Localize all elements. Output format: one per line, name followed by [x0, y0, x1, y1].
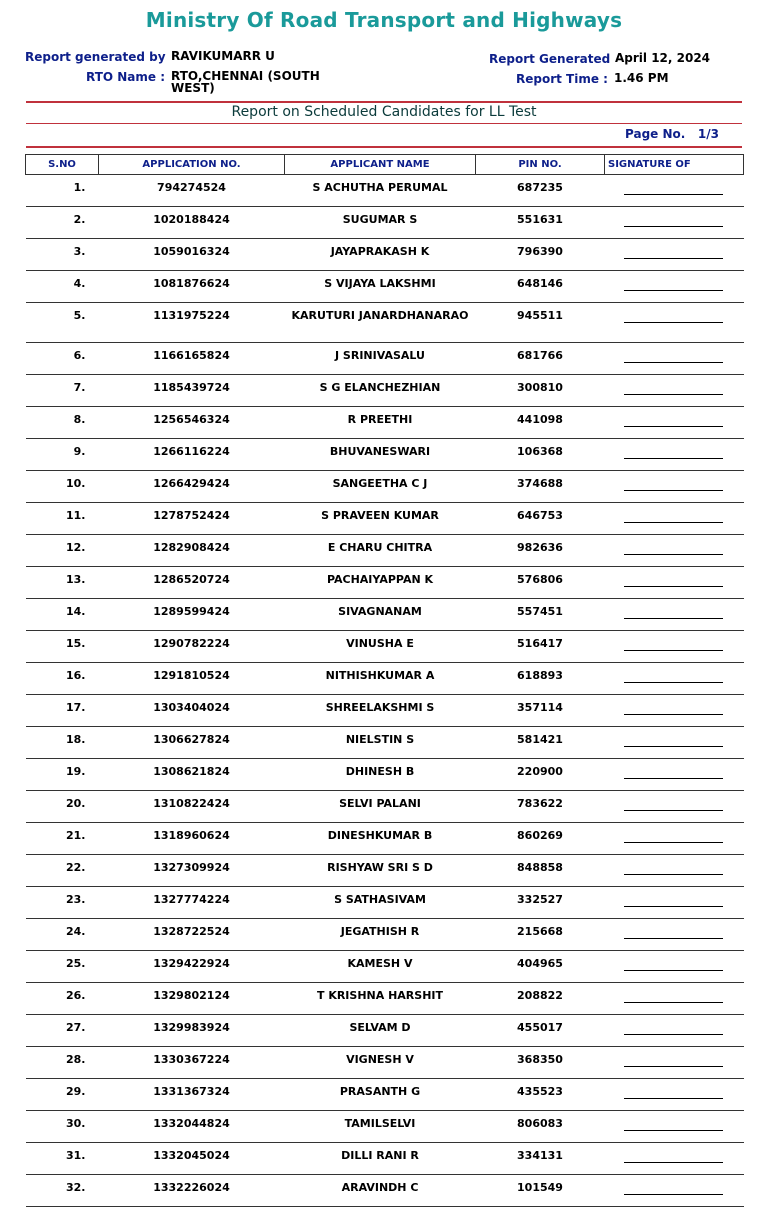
- row-sno: 16.: [26, 663, 99, 695]
- signature-line: [624, 1098, 723, 1099]
- table-row: [26, 471, 744, 503]
- report-subtitle: Report on Scheduled Candidates for LL Test: [231, 104, 537, 120]
- table-row: [26, 503, 744, 535]
- row-application-no: 1330367224: [99, 1047, 285, 1079]
- row-application-no: 1329802124: [99, 983, 285, 1015]
- row-applicant-name: SHREELAKSHMI S: [285, 695, 476, 727]
- row-signature-cell: [605, 951, 744, 983]
- signature-line: [624, 522, 723, 523]
- row-signature-cell: [605, 471, 744, 503]
- header-divider-bottom: [26, 146, 742, 148]
- table-row: [26, 951, 744, 983]
- row-signature-cell: [605, 375, 744, 407]
- rto-name-line1: RTO,CHENNAI (SOUTH: [171, 69, 320, 83]
- row-application-no: 1266116224: [99, 439, 285, 471]
- signature-line: [624, 906, 723, 907]
- row-pin-no: 516417: [476, 631, 605, 663]
- table-row: [26, 727, 744, 759]
- signature-line: [624, 1034, 723, 1035]
- row-pin-no: 618893: [476, 663, 605, 695]
- row-sno: 14.: [26, 599, 99, 631]
- signature-line: [624, 1002, 723, 1003]
- row-applicant-name: VIGNESH V: [285, 1047, 476, 1079]
- row-application-no: 1256546324: [99, 407, 285, 439]
- signature-line: [624, 426, 723, 427]
- row-pin-no: 796390: [476, 239, 605, 271]
- row-signature-cell: [605, 599, 744, 631]
- row-application-no: 1185439724: [99, 375, 285, 407]
- table-row: [26, 1175, 744, 1207]
- row-pin-no: 101549: [476, 1175, 605, 1207]
- row-pin-no: 783622: [476, 791, 605, 823]
- row-applicant-name: JAYAPRAKASH K: [285, 239, 476, 271]
- row-sno: 21.: [26, 823, 99, 855]
- page-no-value: 1/3: [697, 127, 719, 141]
- row-sno: 11.: [26, 503, 99, 535]
- col-header-applicant-name: APPLICANT NAME: [285, 155, 476, 175]
- report-generated-by-label: Report generated by: [25, 50, 166, 64]
- row-sno: 13.: [26, 567, 99, 599]
- row-application-no: 1289599424: [99, 599, 285, 631]
- row-applicant-name: DINESHKUMAR B: [285, 823, 476, 855]
- row-pin-no: 806083: [476, 1111, 605, 1143]
- page-no-label: Page No.: [625, 127, 686, 141]
- row-applicant-name: SIVAGNANAM: [285, 599, 476, 631]
- row-sno: 26.: [26, 983, 99, 1015]
- row-signature-cell: [605, 407, 744, 439]
- signature-line: [624, 554, 723, 555]
- row-applicant-name: VINUSHA E: [285, 631, 476, 663]
- row-application-no: 1059016324: [99, 239, 285, 271]
- row-applicant-name: JEGATHISH R: [285, 919, 476, 951]
- signature-line: [624, 322, 723, 323]
- header-divider-middle: [26, 123, 742, 124]
- row-sno: 12.: [26, 535, 99, 567]
- signature-line: [624, 586, 723, 587]
- signature-line: [624, 650, 723, 651]
- signature-line: [624, 490, 723, 491]
- row-pin-no: 557451: [476, 599, 605, 631]
- row-pin-no: 404965: [476, 951, 605, 983]
- row-application-no: 1020188424: [99, 207, 285, 239]
- signature-line: [624, 874, 723, 875]
- row-sno: 31.: [26, 1143, 99, 1175]
- page-title: Ministry Of Road Transport and Highways: [145, 8, 623, 32]
- row-sno: 10.: [26, 471, 99, 503]
- row-signature-cell: [605, 727, 744, 759]
- row-sno: 8.: [26, 407, 99, 439]
- signature-line: [624, 362, 723, 363]
- row-signature-cell: [605, 855, 744, 887]
- table-row: [26, 207, 744, 239]
- row-applicant-name: NIELSTIN S: [285, 727, 476, 759]
- table-row: [26, 599, 744, 631]
- row-pin-no: 332527: [476, 887, 605, 919]
- row-sno: 22.: [26, 855, 99, 887]
- signature-line: [624, 810, 723, 811]
- row-signature-cell: [605, 1015, 744, 1047]
- table-body: [26, 175, 744, 1207]
- report-time-label: Report Time :: [516, 72, 608, 86]
- col-header-signature: SIGNATURE OF: [605, 155, 744, 175]
- row-applicant-name: KARUTURI JANARDHANARAO: [285, 303, 476, 343]
- row-pin-no: 357114: [476, 695, 605, 727]
- row-applicant-name: E CHARU CHITRA: [285, 535, 476, 567]
- row-sno: 19.: [26, 759, 99, 791]
- table-row: [26, 855, 744, 887]
- row-signature-cell: [605, 759, 744, 791]
- candidates-table: [25, 154, 744, 1207]
- row-application-no: 1286520724: [99, 567, 285, 599]
- row-applicant-name: S ACHUTHA PERUMAL: [285, 175, 476, 207]
- row-pin-no: 106368: [476, 439, 605, 471]
- signature-line: [624, 258, 723, 259]
- signature-line: [624, 618, 723, 619]
- row-application-no: 1278752424: [99, 503, 285, 535]
- row-pin-no: 982636: [476, 535, 605, 567]
- row-applicant-name: R PREETHI: [285, 407, 476, 439]
- row-application-no: 794274524: [99, 175, 285, 207]
- row-sno: 27.: [26, 1015, 99, 1047]
- table-row: [26, 1111, 744, 1143]
- table-row: [26, 303, 744, 343]
- table-row: [26, 375, 744, 407]
- table-row: [26, 1079, 744, 1111]
- row-signature-cell: [605, 439, 744, 471]
- row-applicant-name: SELVI PALANI: [285, 791, 476, 823]
- row-sno: 15.: [26, 631, 99, 663]
- table-row: [26, 1143, 744, 1175]
- row-sno: 28.: [26, 1047, 99, 1079]
- row-pin-no: 441098: [476, 407, 605, 439]
- table-row: [26, 175, 744, 207]
- row-application-no: 1166165824: [99, 343, 285, 375]
- row-application-no: 1332045024: [99, 1143, 285, 1175]
- row-pin-no: 860269: [476, 823, 605, 855]
- row-signature-cell: [605, 239, 744, 271]
- row-applicant-name: J SRINIVASALU: [285, 343, 476, 375]
- signature-line: [624, 714, 723, 715]
- row-application-no: 1306627824: [99, 727, 285, 759]
- row-signature-cell: [605, 567, 744, 599]
- row-signature-cell: [605, 207, 744, 239]
- row-pin-no: 681766: [476, 343, 605, 375]
- signature-line: [624, 682, 723, 683]
- row-application-no: 1282908424: [99, 535, 285, 567]
- row-applicant-name: T KRISHNA HARSHIT: [285, 983, 476, 1015]
- row-application-no: 1290782224: [99, 631, 285, 663]
- row-pin-no: 687235: [476, 175, 605, 207]
- row-applicant-name: S G ELANCHEZHIAN: [285, 375, 476, 407]
- row-pin-no: 581421: [476, 727, 605, 759]
- row-sno: 4.: [26, 271, 99, 303]
- row-applicant-name: BHUVANESWARI: [285, 439, 476, 471]
- row-pin-no: 945511: [476, 303, 605, 343]
- row-applicant-name: DHINESH B: [285, 759, 476, 791]
- row-signature-cell: [605, 791, 744, 823]
- row-signature-cell: [605, 983, 744, 1015]
- row-applicant-name: SUGUMAR S: [285, 207, 476, 239]
- row-sno: 9.: [26, 439, 99, 471]
- signature-line: [624, 290, 723, 291]
- signature-line: [624, 1066, 723, 1067]
- report-generated-label: Report Generated: [489, 52, 611, 66]
- col-header-application-no: APPLICATION NO.: [99, 155, 285, 175]
- row-pin-no: 374688: [476, 471, 605, 503]
- row-application-no: 1328722524: [99, 919, 285, 951]
- signature-line: [624, 746, 723, 747]
- row-signature-cell: [605, 343, 744, 375]
- table-header-row: [26, 155, 744, 175]
- page-number: [625, 127, 719, 141]
- signature-line: [624, 1194, 723, 1195]
- row-applicant-name: ARAVINDH C: [285, 1175, 476, 1207]
- row-application-no: 1266429424: [99, 471, 285, 503]
- row-signature-cell: [605, 887, 744, 919]
- row-signature-cell: [605, 919, 744, 951]
- report-time-value: 1.46 PM: [614, 71, 669, 85]
- signature-line: [624, 194, 723, 195]
- row-applicant-name: S PRAVEEN KUMAR: [285, 503, 476, 535]
- signature-line: [624, 778, 723, 779]
- signature-line: [624, 938, 723, 939]
- row-applicant-name: DILLI RANI R: [285, 1143, 476, 1175]
- rto-name-line2: WEST): [171, 81, 215, 95]
- row-application-no: 1308621824: [99, 759, 285, 791]
- row-sno: 1.: [26, 175, 99, 207]
- row-signature-cell: [605, 303, 744, 343]
- table-row: [26, 983, 744, 1015]
- row-applicant-name: SELVAM D: [285, 1015, 476, 1047]
- row-signature-cell: [605, 695, 744, 727]
- col-header-sno: S.NO: [26, 155, 99, 175]
- table-row: [26, 535, 744, 567]
- table-row: [26, 791, 744, 823]
- row-pin-no: 300810: [476, 375, 605, 407]
- row-applicant-name: NITHISHKUMAR A: [285, 663, 476, 695]
- row-applicant-name: SANGEETHA C J: [285, 471, 476, 503]
- row-signature-cell: [605, 271, 744, 303]
- row-application-no: 1331367324: [99, 1079, 285, 1111]
- row-application-no: 1318960624: [99, 823, 285, 855]
- row-sno: 6.: [26, 343, 99, 375]
- row-sno: 30.: [26, 1111, 99, 1143]
- row-applicant-name: S VIJAYA LAKSHMI: [285, 271, 476, 303]
- row-applicant-name: RISHYAW SRI S D: [285, 855, 476, 887]
- signature-line: [624, 1130, 723, 1131]
- row-sno: 32.: [26, 1175, 99, 1207]
- row-application-no: 1332226024: [99, 1175, 285, 1207]
- table-row: [26, 343, 744, 375]
- table-row: [26, 823, 744, 855]
- row-pin-no: 435523: [476, 1079, 605, 1111]
- row-pin-no: 334131: [476, 1143, 605, 1175]
- signature-line: [624, 842, 723, 843]
- row-application-no: 1131975224: [99, 303, 285, 343]
- row-pin-no: 220900: [476, 759, 605, 791]
- row-application-no: 1081876624: [99, 271, 285, 303]
- row-application-no: 1310822424: [99, 791, 285, 823]
- table-row: [26, 1047, 744, 1079]
- row-signature-cell: [605, 535, 744, 567]
- row-applicant-name: KAMESH V: [285, 951, 476, 983]
- row-applicant-name: S SATHASIVAM: [285, 887, 476, 919]
- report-generated-date: April 12, 2024: [615, 51, 711, 65]
- signature-line: [624, 1162, 723, 1163]
- row-sno: 24.: [26, 919, 99, 951]
- row-pin-no: 848858: [476, 855, 605, 887]
- row-signature-cell: [605, 823, 744, 855]
- row-applicant-name: PACHAIYAPPAN K: [285, 567, 476, 599]
- row-application-no: 1291810524: [99, 663, 285, 695]
- table-row: [26, 887, 744, 919]
- row-signature-cell: [605, 1175, 744, 1207]
- row-pin-no: 646753: [476, 503, 605, 535]
- row-application-no: 1329422924: [99, 951, 285, 983]
- table-row: [26, 663, 744, 695]
- row-signature-cell: [605, 503, 744, 535]
- row-sno: 7.: [26, 375, 99, 407]
- rto-name-label: RTO Name :: [86, 70, 166, 84]
- table-row: [26, 631, 744, 663]
- row-application-no: 1327309924: [99, 855, 285, 887]
- row-pin-no: 208822: [476, 983, 605, 1015]
- signature-line: [624, 226, 723, 227]
- row-pin-no: 215668: [476, 919, 605, 951]
- row-pin-no: 576806: [476, 567, 605, 599]
- row-sno: 25.: [26, 951, 99, 983]
- row-pin-no: 551631: [476, 207, 605, 239]
- signature-line: [624, 458, 723, 459]
- table-row: [26, 439, 744, 471]
- col-header-pin-no: PIN NO.: [476, 155, 605, 175]
- row-sno: 17.: [26, 695, 99, 727]
- signature-line: [624, 394, 723, 395]
- row-sno: 2.: [26, 207, 99, 239]
- header-divider-top: [26, 101, 742, 103]
- row-signature-cell: [605, 1079, 744, 1111]
- row-pin-no: 648146: [476, 271, 605, 303]
- table-row: [26, 567, 744, 599]
- row-sno: 20.: [26, 791, 99, 823]
- row-applicant-name: PRASANTH G: [285, 1079, 476, 1111]
- row-application-no: 1329983924: [99, 1015, 285, 1047]
- row-signature-cell: [605, 663, 744, 695]
- table-row: [26, 695, 744, 727]
- row-applicant-name: TAMILSELVI: [285, 1111, 476, 1143]
- table-row: [26, 239, 744, 271]
- row-signature-cell: [605, 1111, 744, 1143]
- row-sno: 29.: [26, 1079, 99, 1111]
- row-application-no: 1303404024: [99, 695, 285, 727]
- table-row: [26, 1015, 744, 1047]
- row-sno: 18.: [26, 727, 99, 759]
- signature-line: [624, 970, 723, 971]
- row-signature-cell: [605, 1047, 744, 1079]
- row-signature-cell: [605, 175, 744, 207]
- table-row: [26, 759, 744, 791]
- row-signature-cell: [605, 631, 744, 663]
- row-pin-no: 455017: [476, 1015, 605, 1047]
- row-pin-no: 368350: [476, 1047, 605, 1079]
- row-sno: 23.: [26, 887, 99, 919]
- row-signature-cell: [605, 1143, 744, 1175]
- row-sno: 3.: [26, 239, 99, 271]
- table-row: [26, 919, 744, 951]
- row-application-no: 1332044824: [99, 1111, 285, 1143]
- table-row: [26, 271, 744, 303]
- row-sno: 5.: [26, 303, 99, 343]
- row-application-no: 1327774224: [99, 887, 285, 919]
- report-generated-by-value: RAVIKUMARR U: [171, 49, 275, 63]
- table-row: [26, 407, 744, 439]
